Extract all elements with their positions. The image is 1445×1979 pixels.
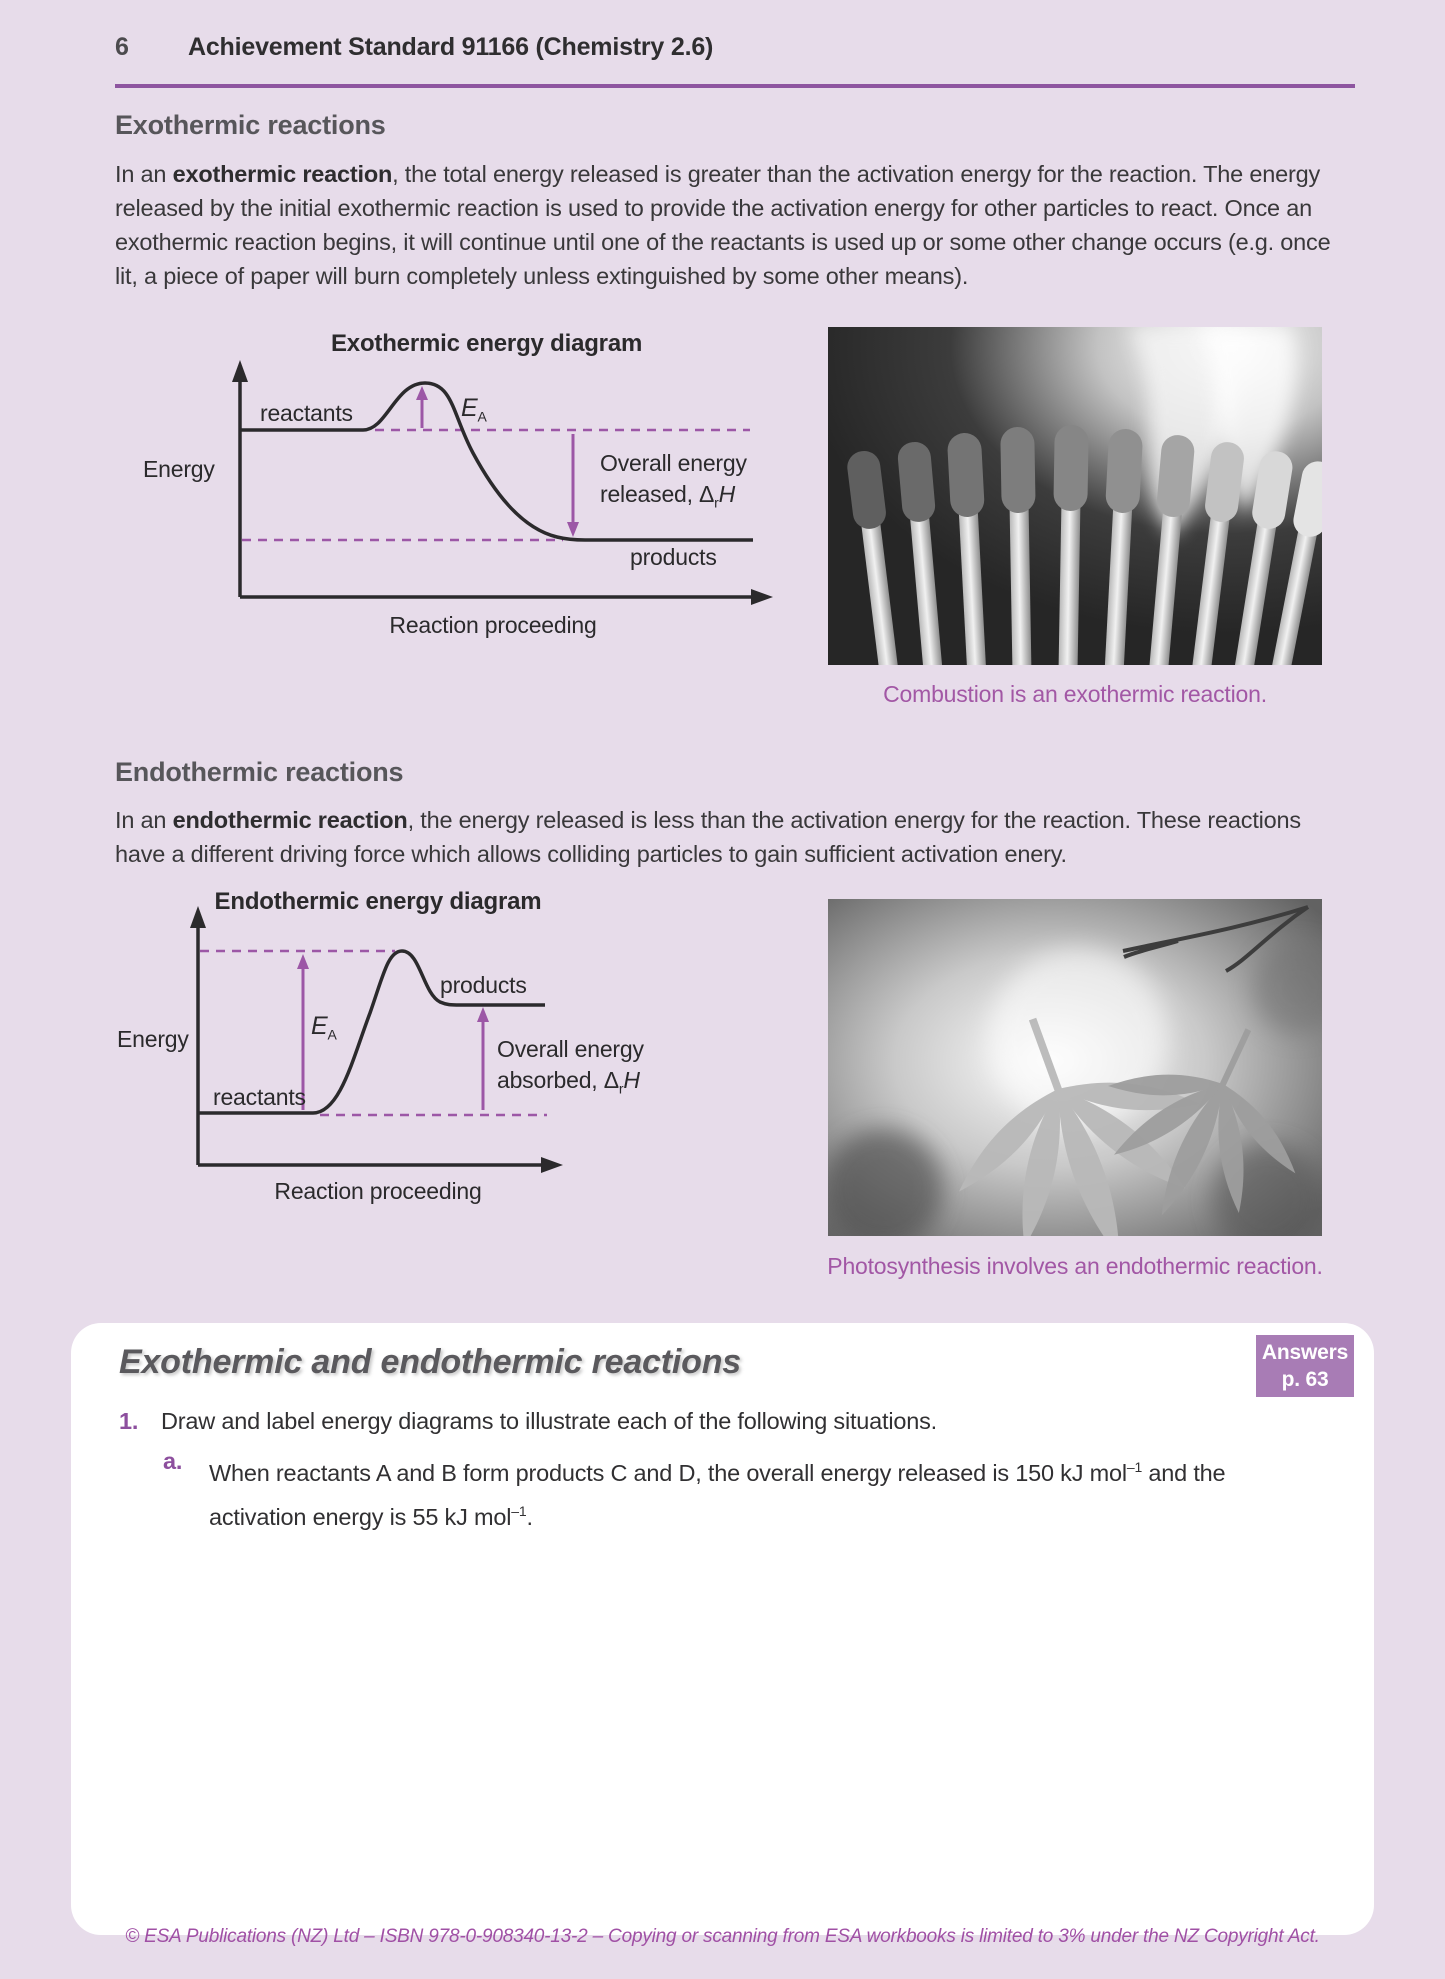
answers-badge <box>1256 1335 1354 1397</box>
answers-badge-line2: p. 63 <box>1281 1368 1329 1391</box>
page-number: 6 <box>115 33 129 61</box>
exo-activation-energy-label: $E_A$ <box>461 394 487 425</box>
endo-products-label: products <box>440 972 527 998</box>
leaves-photo-art <box>828 899 1322 1236</box>
endothermic-diagram-plot <box>95 888 815 1223</box>
exo-y-axis-label: Energy <box>143 456 215 482</box>
question-1-text: Draw and label energy diagrams to illustrate each of the following situations. <box>161 1408 937 1434</box>
exo-reactants-label: reactants <box>260 400 353 426</box>
exo-products-label: products <box>630 544 717 570</box>
exo-overall-energy-label: Overall energy released, $\Delta_rH$ <box>600 450 747 511</box>
exo-x-axis-label: Reaction proceeding <box>389 612 597 638</box>
matches-photo-art <box>828 327 1322 665</box>
leaves-photo-caption: Photosynthesis involves an endothermic reaction. <box>827 1253 1323 1279</box>
endothermic-heading: Endothermic reactions <box>115 757 404 787</box>
header-rule <box>115 84 1355 88</box>
endo-y-axis-label: Energy <box>117 1026 189 1052</box>
exothermic-energy-diagram <box>95 328 815 663</box>
exothermic-paragraph <box>115 157 1353 293</box>
endo-para-pre: In an <box>115 807 173 833</box>
endo-para-bold: endothermic reaction <box>172 807 408 833</box>
endothermic-paragraph <box>115 803 1353 871</box>
worksheet-card <box>71 1323 1374 1935</box>
endo-overall-energy-label: Overall energy absorbed, $\Delta_rH$ <box>497 1036 644 1097</box>
leaves-photo <box>828 899 1322 1236</box>
matches-photo <box>828 327 1322 665</box>
exo-para-bold: exothermic reaction <box>172 161 393 187</box>
endo-x-axis-label: Reaction proceeding <box>274 1178 482 1204</box>
page-footer: © ESA Publications (NZ) Ltd – ISBN 978-0-908340-13-2 – Copying or scanning from ESA workbooks is limited to 3% under the NZ Copyright Act. <box>125 1926 1320 1947</box>
endo-activation-energy-label: $E_A$ <box>311 1012 337 1043</box>
endo-diagram-title: Endothermic energy diagram <box>214 888 542 915</box>
exothermic-heading: Exothermic reactions <box>115 110 386 140</box>
question-1a-text: When reactants A and B form products C and D, the overall energy released is 150 kJ mol$^{-1}$ and the activation energy is 55 kJ mol$^{-1}$. <box>209 1459 1226 1530</box>
worksheet-title: Exothermic and endothermic reactions <box>119 1343 741 1381</box>
question-1-number: 1. <box>119 1408 139 1434</box>
question-1a-letter: a. <box>163 1448 183 1474</box>
answers-badge-line1: Answers <box>1261 1341 1349 1364</box>
endothermic-energy-diagram <box>95 888 815 1223</box>
matches-photo-caption: Combustion is an exothermic reaction. <box>883 681 1267 707</box>
page-title: Achievement Standard 91166 (Chemistry 2.6) <box>188 33 714 61</box>
exo-para-pre: In an <box>115 161 173 187</box>
exo-diagram-title: Exothermic energy diagram <box>331 330 643 357</box>
endo-para-rest: , the energy released is less than the activation energy for the reaction. These reactions have a different driving force which allows colliding particles to gain sufficient activation enery. <box>115 807 1301 867</box>
exo-para-rest: , the total energy released is greater than the activation energy for the reaction. The energy released by the initial exothermic reaction is used to provide the activation energy for other particles to react. Once an exothermic reaction begins, it will continue until one of the reactants is used up or some other change occurs (e.g. once lit, a piece of paper will burn completely unless extinguished by some other means). <box>115 161 1331 289</box>
endo-reactants-label: reactants <box>213 1084 306 1110</box>
